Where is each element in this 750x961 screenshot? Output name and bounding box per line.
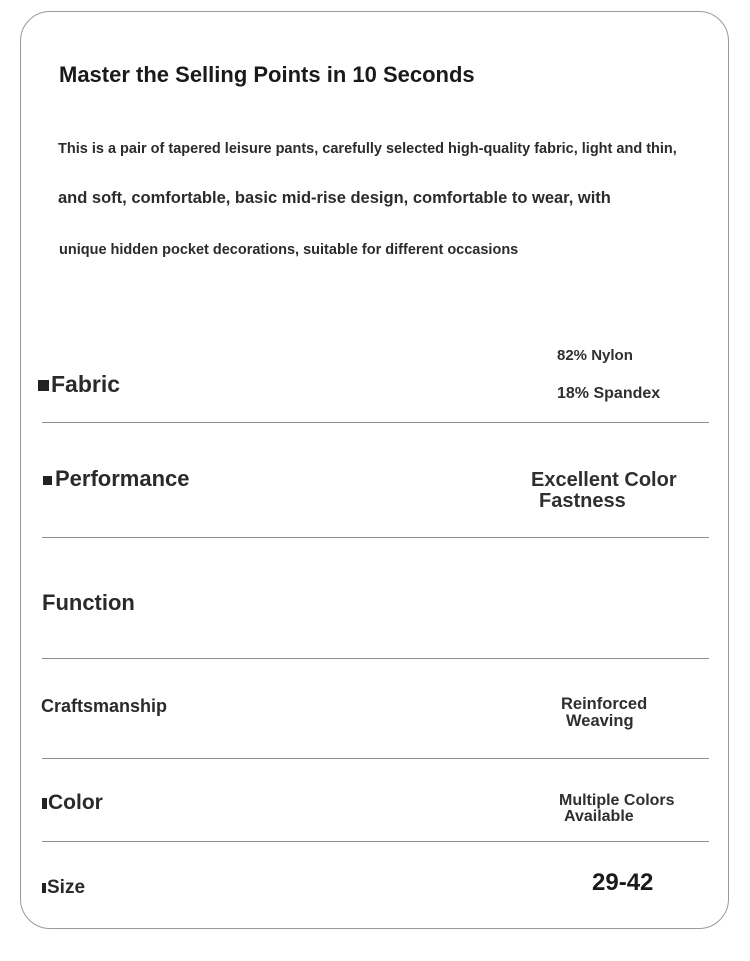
fabric-value-spandex: 18% Spandex (557, 385, 661, 402)
function-label: Function (42, 590, 135, 615)
fabric-label-text: Fabric (51, 371, 121, 397)
page-title: Master the Selling Points in 10 Seconds (59, 62, 475, 87)
description-line-1: This is a pair of tapered leisure pants, carefully selected high-quality fabric, light and thin, (58, 141, 677, 157)
fabric-label (38, 371, 120, 398)
craftsmanship-label: Craftsmanship (41, 696, 168, 716)
color-value-line-1: Multiple Colors (559, 792, 675, 809)
craftsmanship-value-line-2: Weaving (566, 712, 634, 730)
color-label-text: Color (48, 791, 103, 814)
size-label-text: Size (47, 877, 86, 898)
divider (42, 422, 709, 423)
performance-value-line-1: Excellent Color (531, 469, 677, 491)
bullet-square-icon (38, 380, 49, 391)
craftsmanship-value-line-1: Reinforced (561, 695, 648, 713)
divider (42, 841, 709, 842)
performance-value-line-2: Fastness (539, 490, 626, 512)
divider (42, 537, 709, 538)
color-label (42, 791, 103, 815)
fabric-value-nylon: 82% Nylon (557, 347, 633, 364)
description-line-3: unique hidden pocket decorations, suitable for different occasions (59, 242, 519, 258)
divider (42, 658, 709, 659)
divider (42, 758, 709, 759)
size-label (42, 877, 85, 899)
bullet-square-icon (42, 883, 46, 893)
performance-label (43, 466, 190, 492)
description-line-2: and soft, comfortable, basic mid-rise design, comfortable to wear, with (58, 189, 611, 207)
bullet-square-icon (42, 798, 47, 809)
performance-label-text: Performance (55, 466, 190, 491)
size-value: 29-42 (592, 869, 654, 896)
color-value-line-2: Available (564, 808, 634, 825)
bullet-square-icon (43, 476, 52, 485)
